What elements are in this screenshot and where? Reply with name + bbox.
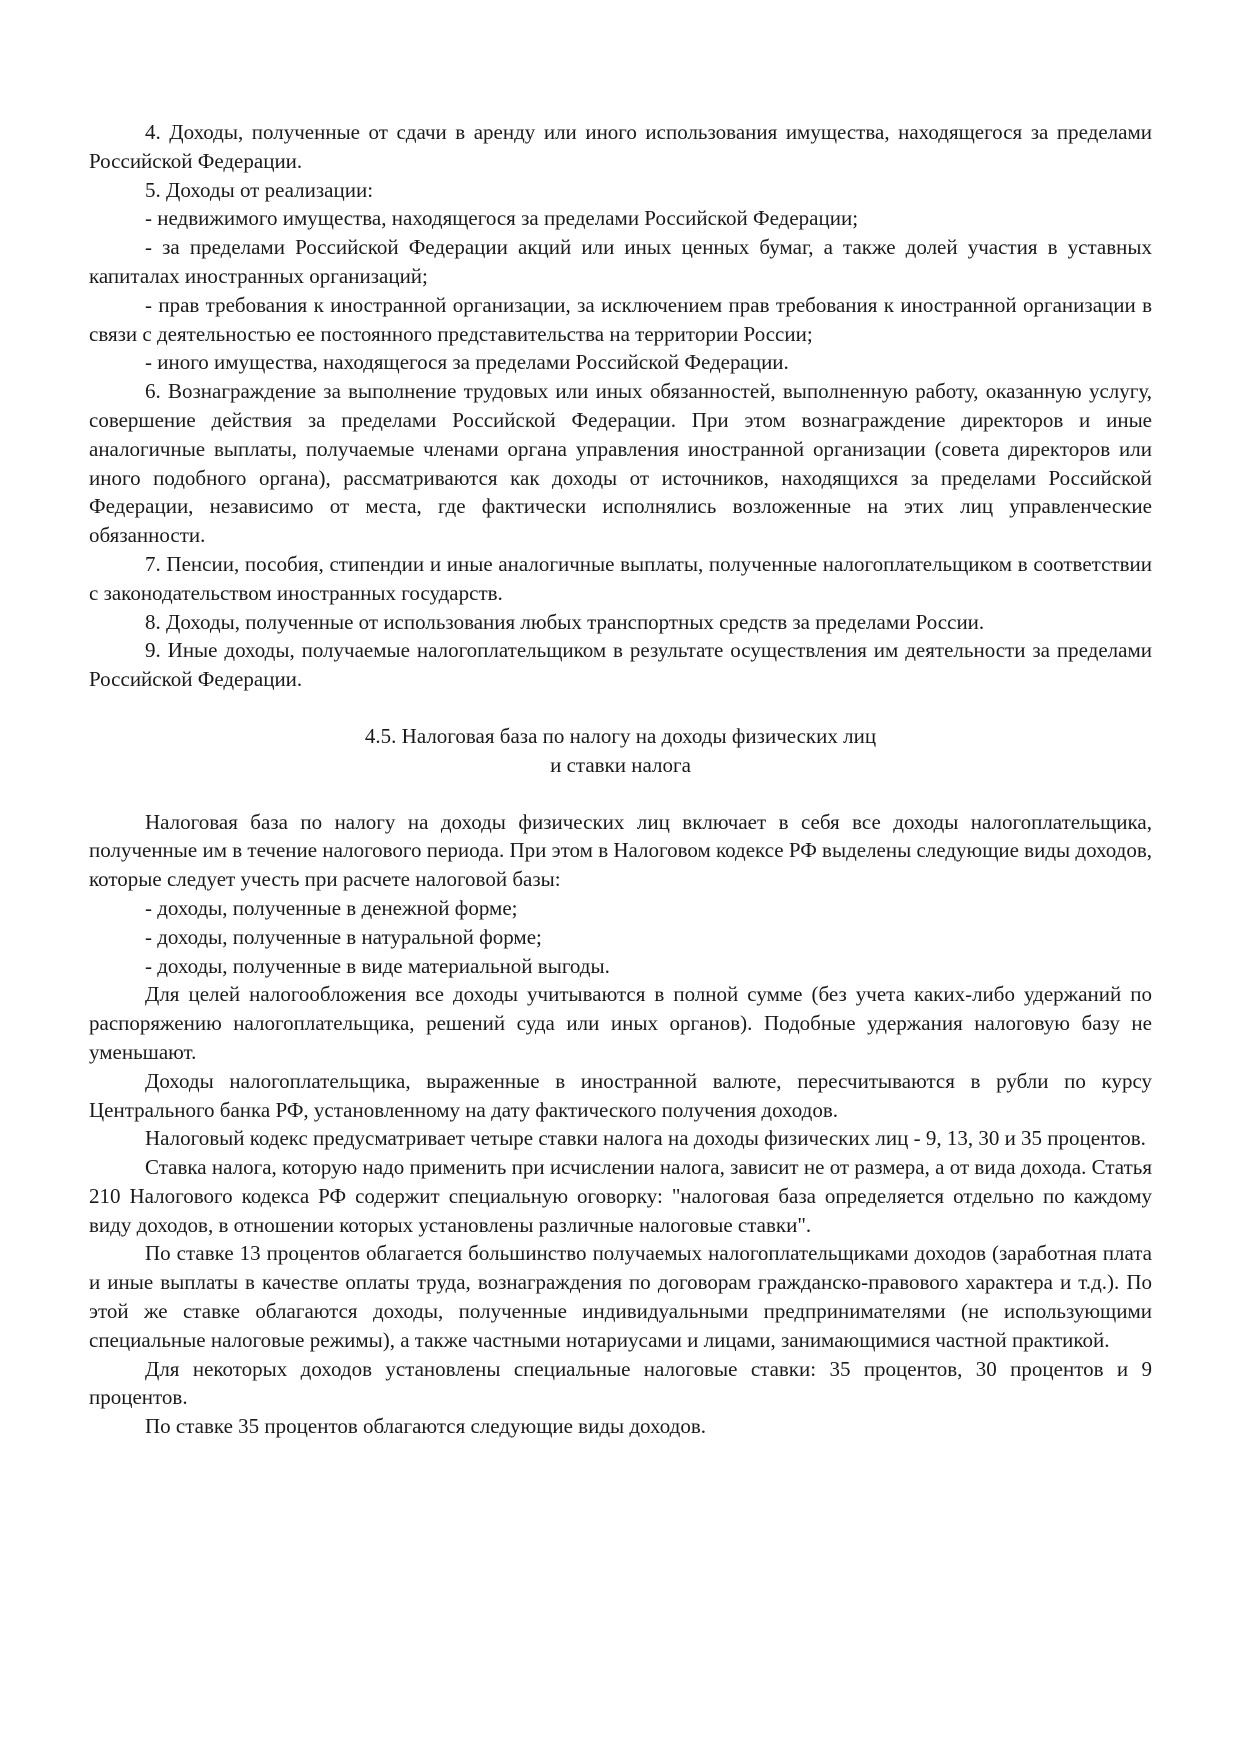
paragraph: 7. Пенсии, пособия, стипендии и иные аналогичные выплаты, полученные налогоплательщиком в соответствии с законодательством иностранных государств. bbox=[89, 551, 1152, 605]
heading-line-1: 4.5. Налоговая база по налогу на доходы физических лиц bbox=[364, 723, 877, 748]
list-item: - доходы, полученные в виде материальной выгоды. bbox=[145, 953, 610, 978]
list-item: - доходы, полученные в натуральной форме; bbox=[145, 924, 542, 949]
list-item: - за пределами Российской Федерации акций или иных ценных бумаг, а также долей участия в уставных капиталах иностранных организаций; bbox=[89, 235, 1152, 288]
list-item: - доходы, полученные в денежной форме; bbox=[145, 895, 518, 920]
paragraph: 5. Доходы от реализации: bbox=[145, 177, 374, 202]
list-item: - прав требования к иностранной организации, за исключением прав требования к иностранной организации в связи с деятельностью ее постоянного представительства на территории России; bbox=[89, 292, 1152, 346]
paragraph: 6. Вознаграждение за выполнение трудовых или иных обязанностей, выполненную работу, оказанную услугу, совершение действия за пределами Российской Федерации. При этом вознаграждение директоров и иные аналогичные выплаты, получаемые членами органа управления иностранной организации (совета директоров или иного подобного органа), рассматриваются как доходы от источников, находящихся за пределами Российской Федерации, независимо от места, где фактически исполнялись возложенные на этих лиц управленческие обязанности. bbox=[89, 379, 1152, 548]
paragraph: По ставке 13 процентов облагается большинство получаемых налогоплательщиками доходов (заработная плата и иные выплаты в качестве оплаты труда, вознаграждения по договорам гражданско-правового характера и т.д.). По этой же ставке облагаются доходы, полученные индивидуальными предпринимателями (не использующими специальные налоговые режимы), а также частными нотариусами и лицами, занимающимися частной практикой. bbox=[89, 1241, 1152, 1352]
paragraph: Для целей налогообложения все доходы учитываются в полной сумме (без учета каких-либо удержаний по распоряжению налогоплательщика, решений суда или иных органов). Подобные удержания налоговую базу не уменьшают. bbox=[89, 982, 1152, 1064]
list-item: - иного имущества, находящегося за пределами Российской Федерации. bbox=[145, 350, 789, 375]
paragraph: 8. Доходы, полученные от использования любых транспортных средств за пределами России. bbox=[145, 609, 985, 634]
paragraph: Для некоторых доходов установлены специальные налоговые ставки: 35 процентов, 30 процентов и 9 процентов. bbox=[89, 1356, 1152, 1410]
paragraph: Налоговая база по налогу на доходы физических лиц включает в себя все доходы налогоплательщика, полученные им в течение налогового периода. При этом в Налоговом кодексе РФ выделены следующие виды доходов, которые следует учесть при расчете налоговой базы: bbox=[89, 809, 1152, 892]
heading-line-2: и ставки налога bbox=[550, 752, 691, 777]
paragraph: 4. Доходы, полученные от сдачи в аренду или иного использования имущества, находящегося за пределами Российской Федерации. bbox=[89, 120, 1152, 173]
list-item: - недвижимого имущества, находящегося за пределами Российской Федерации; bbox=[145, 206, 859, 231]
paragraph: Доходы налогоплательщика, выраженные в иностранной валюте, пересчитываются в рубли по курсу Центрального банка РФ, установленному на дату фактического получения доходов. bbox=[89, 1068, 1152, 1122]
tax-base-section bbox=[89, 808, 1152, 1442]
document-page bbox=[89, 118, 1152, 1441]
paragraph: По ставке 35 процентов облагаются следующие виды доходов. bbox=[145, 1414, 706, 1439]
paragraph: Ставка налога, которую надо применить при исчислении налога, зависит не от размера, а от вида дохода. Статья 210 Налогового кодекса РФ содержит специальную оговорку: "налоговая база определяется отдельно по каждому виду доходов, в отношении которых установлены различные налоговые ставки". bbox=[89, 1155, 1152, 1237]
paragraph: 9. Иные доходы, получаемые налогоплательщиком в результате осуществления им деятельности за пределами Российской Федерации. bbox=[89, 638, 1152, 692]
section-heading bbox=[89, 722, 1152, 780]
paragraph: Налоговый кодекс предусматривает четыре ставки налога на доходы физических лиц - 9, 13, 30 и 35 процентов. bbox=[145, 1126, 1146, 1151]
income-sources-section bbox=[89, 118, 1152, 694]
